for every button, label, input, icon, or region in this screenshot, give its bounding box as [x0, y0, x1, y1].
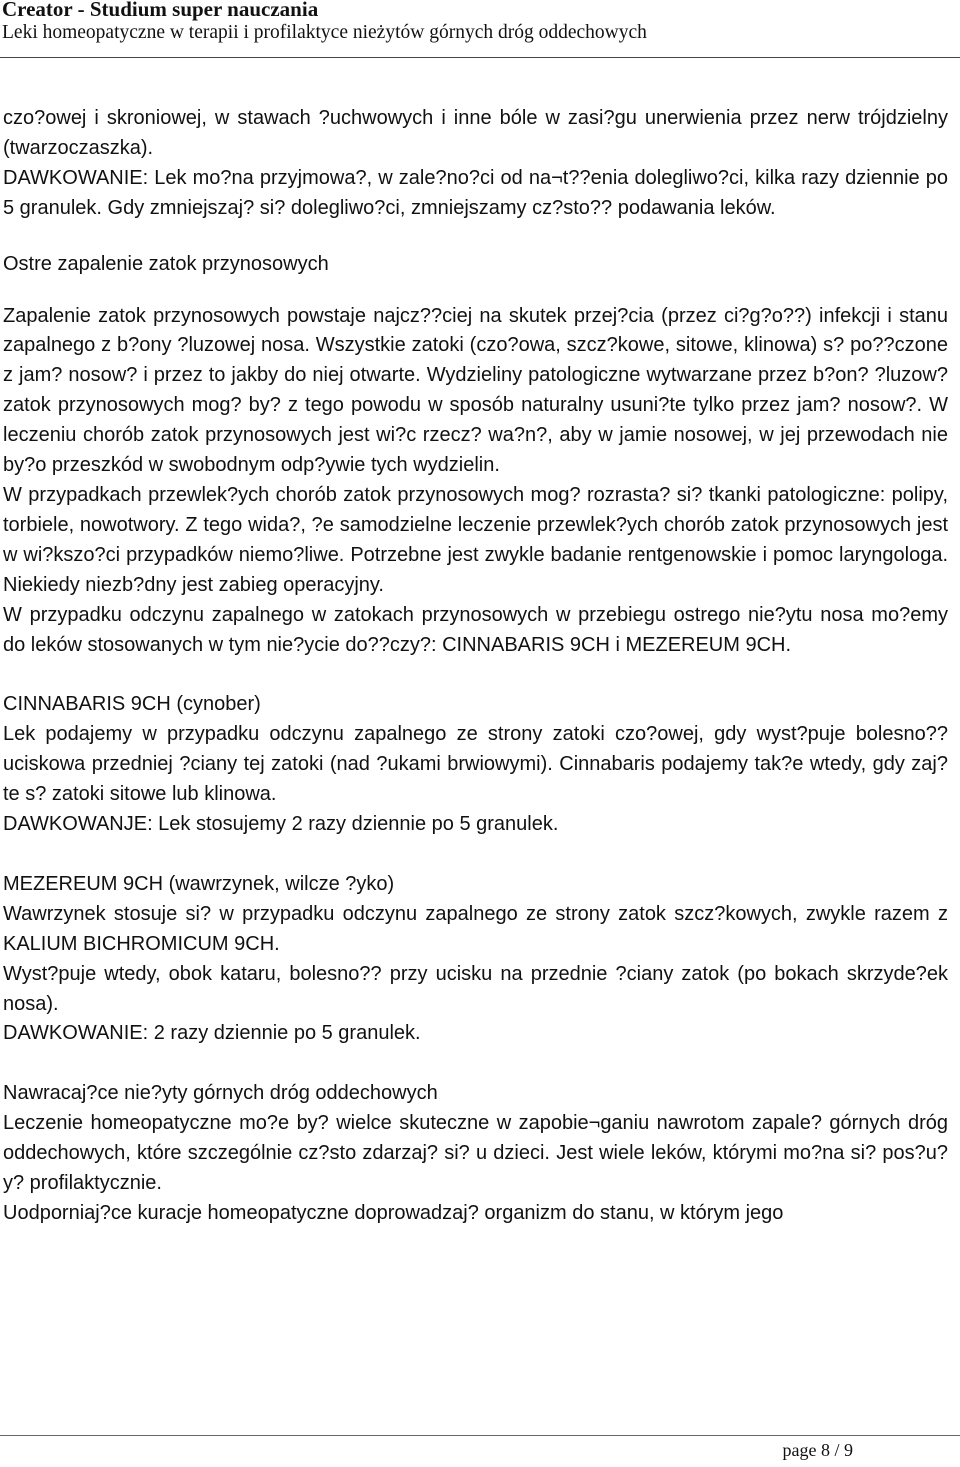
- section-heading: Ostre zapalenie zatok przynosowych: [3, 252, 329, 275]
- remedy-paragraph: Wyst?puje wtedy, obok kataru, bolesno?? przy ucisku na przednie ?ciany zatok (po bokach skrzyde?ek nosa).: [3, 962, 948, 1015]
- remedy-paragraph: Wawrzynek stosuje si? w przypadku odczynu zapalnego ze strony zatok szcz?kowych, zwykle razem z KALIUM BICHROMICUM 9CH.: [3, 902, 948, 955]
- page-number: page 8 / 9: [782, 1440, 853, 1460]
- document-title: Leki homeopatyczne w terapii i profilaktyce nieżytów górnych dróg oddechowych: [2, 22, 647, 43]
- page-header: [0, 0, 960, 58]
- dosage-paragraph: DAWKOWANIE: Lek mo?na przyjmowa?, w zale?no?ci od na¬t??enia dolegliwo?ci, kilka razy dziennie po 5 granulek. Gdy zmniejszaj? si? dolegliwo?ci, zmniejszamy cz?sto?? podawania leków.: [3, 166, 948, 219]
- site-title: Creator - Studium super nauczania: [2, 0, 319, 21]
- remedy-heading: MEZEREUM 9CH (wawrzynek, wilcze ?yko): [3, 872, 395, 895]
- subsection-paragraph: Uodporniaj?ce kuracje homeopatyczne doprowadzaj? organizm do stanu, w którym jego: [3, 1202, 784, 1224]
- section-paragraph: Zapalenie zatok przynosowych powstaje najcz??ciej na skutek przej?cia (przez ci?g?o??) infekcji i stanu zapalnego z b?ony ?luzowej nosa. Wszystkie zatoki (czo?owa, szcz?kowe, sitowe, klinowa) s? po??czone z jam? nosow? i przez to jakby do niej otwarte. Wydzieliny patologiczne wytwarzane przez b?on? ?luzow? zatok przynosowych mog? by? z tego powodu w sposób naturalny usuni?te tylko przez jam? nosow?. W leczeniu chorób zatok przynosowych jest wi?c rzecz? wa?n?, aby w jamie nosowej, w jej przewodach nie by?o przeszkód w swobodnym odp?ywie tych wydzielin.: [3, 304, 948, 477]
- remedy-dosage: DAWKOWANJE: Lek stosujemy 2 razy dziennie po 5 granulek.: [3, 813, 559, 836]
- spacer: [3, 660, 948, 690]
- section-paragraph: W przypadku odczynu zapalnego w zatokach przynosowych w przebiegu ostrego nie?ytu nosa mo?emy do leków stosowanych w tym nie?ycie do??czy?: CINNABARIS 9CH i MEZEREUM 9CH.: [3, 603, 948, 656]
- spacer: [3, 840, 948, 870]
- document-body: [3, 104, 948, 1229]
- subsection-paragraph: Leczenie homeopatyczne mo?e by? wielce skuteczne w zapobie¬ganiu nawrotom zapale? górnych dróg oddechowych, które szczególnie cz?sto zdarzaj? si? u dzieci. Jest wiele leków, którymi mo?na si? pos?u?y? profilaktycznie.: [3, 1112, 948, 1195]
- intro-paragraph: czo?owej i skroniowej, w stawach ?uchwowych i inne bóle w zasi?gu unerwienia przez nerw trójdzielny (twarzoczaszka).: [3, 107, 948, 159]
- section-paragraph: W przypadkach przewlek?ych chorób zatok przynosowych mog? rozrasta? si? tkanki patologiczne: polipy, torbiele, nowotwory. Z tego wida?, ?e samodzielne leczenie przewlek?ych chorób zatok przynosowych jest w wi?kszo?ci przypadków niemo?liwe. Potrzebne jest zwykle badanie rentgenowskie i pomoc laryngologa. Niekiedy niezb?dny jest zabieg operacyjny.: [3, 483, 948, 596]
- header-divider: [0, 57, 960, 58]
- remedy-paragraph: Lek podajemy w przypadku odczynu zapalnego ze strony zatoki czo?owej, gdy wyst?puje bolesno?? uciskowa przedniej ?ciany tej zatoki (nad ?ukami brwiowymi). Cinnabaris podajemy tak?e wtedy, gdy zaj?te s? zatoki sitowe lub klinowa.: [3, 723, 948, 806]
- remedy-heading: CINNABARIS 9CH (cynober): [3, 693, 261, 716]
- remedy-dosage: DAWKOWANIE: 2 razy dziennie po 5 granulek.: [3, 1022, 421, 1045]
- spacer: [3, 1049, 948, 1079]
- footer-divider: [0, 1435, 960, 1436]
- subsection-heading: Nawracaj?ce nie?yty górnych dróg oddechowych: [3, 1082, 438, 1105]
